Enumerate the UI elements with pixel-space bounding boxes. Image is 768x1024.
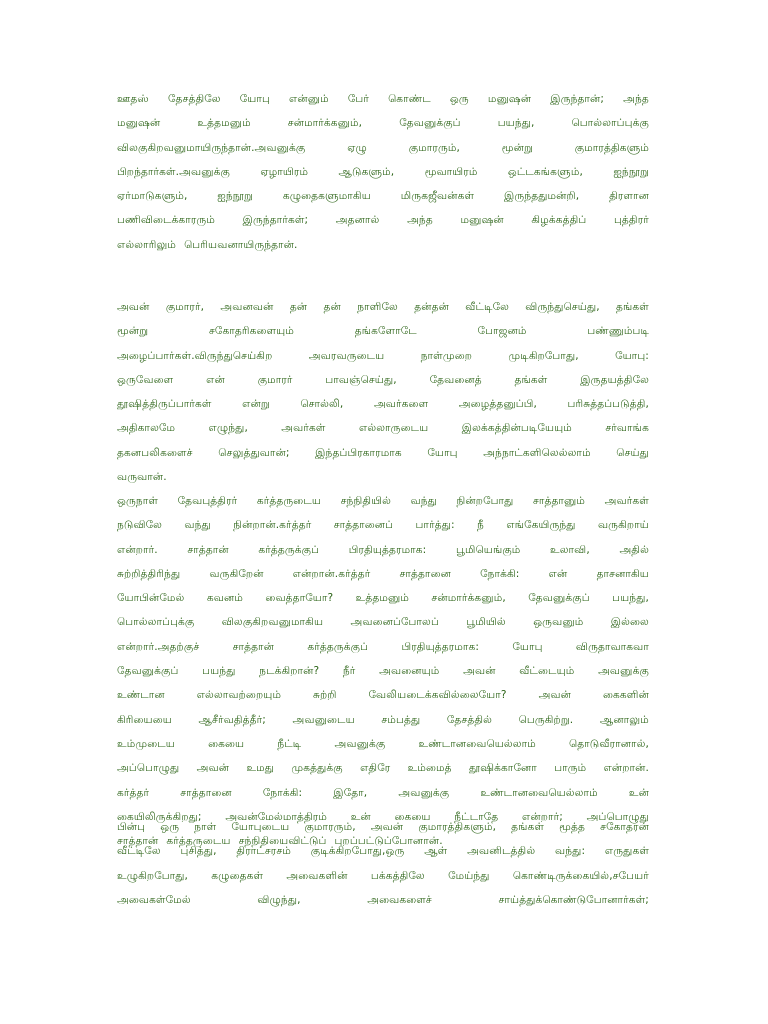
word: எல்லாவற்றையும் [196, 689, 282, 702]
word: தாசனாகிய [596, 567, 649, 580]
word: வீட்டையும் [519, 665, 575, 678]
word: சகோதரிகளையும் [208, 325, 294, 338]
word: உம்முடைய [117, 737, 175, 750]
text-line [117, 392, 649, 416]
word: அவர்கள் [281, 422, 326, 435]
word: நீட்டி [277, 737, 302, 750]
word: அவன் [370, 821, 404, 833]
word: சர்வாங்க [605, 422, 649, 435]
word: புத்திரர் [613, 214, 649, 227]
text-line [117, 708, 649, 732]
word: அவனையும் [379, 665, 440, 678]
word: அவன் [196, 762, 230, 775]
word: எதிரே [360, 762, 391, 775]
word: குமாரரும், [304, 821, 356, 833]
word: உன் [628, 786, 649, 799]
word: உண்டானவையெல்லாம் [480, 786, 598, 799]
word: தேவனுக்குப் [117, 665, 179, 678]
word: கையை [394, 810, 431, 823]
word: நடுவிலே [117, 519, 163, 532]
word: வைத்தாயோ? [265, 592, 334, 605]
word: எருதுகள் [604, 845, 649, 858]
word: பிரதியுத்தரமாக: [401, 640, 480, 653]
word: மிருகஜீவன்கள் [400, 190, 475, 203]
word: என் [206, 373, 225, 386]
text-line [117, 756, 649, 780]
word: வேலியடைக்கவில்லையோ? [368, 689, 507, 702]
word: பரிசுத்தப்படுத்தி, [567, 398, 649, 411]
word: நீ [477, 519, 484, 532]
word: அவர்கள் [604, 495, 649, 507]
word: சாத்தான் [117, 835, 159, 848]
word: ஊதஸ் [117, 93, 149, 105]
text-line [117, 465, 649, 489]
word: தன்தன் [414, 301, 449, 313]
word: சந்நிதியைவிட்டுப் [238, 835, 327, 848]
word: ஒருவேளை [117, 373, 174, 386]
text-line [117, 562, 649, 586]
word: தொடுவீரானால், [569, 737, 649, 750]
word: குமாரத்திகளும் [574, 141, 649, 154]
word: அவன் [117, 301, 150, 313]
word: அப்பொழுது [117, 762, 180, 775]
text-line [117, 184, 649, 208]
word: சகோதரன் [600, 821, 649, 833]
word: தங்களோடே [354, 325, 417, 338]
word: விருந்துசெய்து, [525, 301, 600, 313]
word: சம்பத்து [381, 713, 421, 726]
word: பொல்லாப்புக்கு [117, 616, 195, 629]
word: யோபு [239, 93, 270, 105]
word: அவன் [538, 689, 572, 702]
word: ஒரு [449, 93, 469, 105]
word: பயந்து [202, 665, 236, 678]
word: நோக்கி: [262, 786, 303, 799]
word: சுற்றித்திரிந்து [117, 567, 181, 580]
word: போஜனம் [477, 325, 527, 338]
word: கொண்ட [388, 93, 431, 105]
word: யோபு [512, 640, 543, 653]
text-line [117, 111, 649, 135]
word: ஏர்மாடுகளும், [117, 190, 188, 203]
word: மூன்று [501, 141, 533, 154]
word: உத்தமனும் [355, 592, 409, 605]
word: கையை [208, 737, 245, 750]
word: உழுகிறபோது, [117, 869, 189, 882]
word: யோபு: [615, 349, 649, 362]
word: ஏழு [347, 141, 367, 154]
word: யோபுடைய [231, 821, 290, 833]
word: நாள்முறை [420, 349, 473, 362]
word: நீர் [342, 665, 356, 678]
word: கர்த்தர் [117, 786, 150, 799]
word: அவர்களை [373, 398, 429, 411]
word: தன் [323, 301, 341, 313]
text-line [117, 87, 649, 111]
word: பிரதியுத்தரமாக: [348, 543, 427, 556]
word: தேவனுக்குப் [399, 117, 461, 130]
word: இலக்கத்தின்படியேயும் [461, 422, 572, 435]
word: பின்பு [117, 821, 146, 833]
text-line [117, 233, 649, 257]
word: இல்லை [610, 616, 649, 629]
word: ஒருநாள் [117, 495, 158, 507]
word: அவன் [463, 665, 496, 678]
word: அவன்மேல்மாத்திரம் [225, 810, 327, 823]
word: அவனைப்போலப் [350, 616, 439, 629]
word: கைகளின் [603, 689, 649, 702]
word: பண்ணும்படி [587, 325, 649, 338]
text-line [117, 319, 649, 343]
word: நோக்கி: [480, 567, 520, 580]
text-line [117, 586, 649, 610]
word: ஒட்டகங்களும், [507, 165, 583, 178]
word: ஒருவனும் [533, 616, 584, 629]
word: குமாரத்திகளும், [418, 821, 497, 833]
word: உன் [350, 810, 371, 823]
text-line [117, 295, 649, 319]
word: அந்த [407, 214, 433, 227]
word: பயந்து, [612, 592, 649, 605]
word: பூமியெங்கும் [455, 543, 521, 556]
word: யோபின்மேல் [117, 592, 185, 605]
word: ஒரு [160, 821, 180, 833]
word: மேய்ந்து [448, 869, 490, 882]
word: நீட்டாதே [454, 810, 499, 823]
word: வீட்டிலே [117, 845, 161, 858]
word: ஆசீர்வதித்தீர்; [198, 713, 266, 726]
word: ஐந்நூறு [613, 165, 649, 178]
text-line [117, 732, 649, 756]
word: உம்மைத் [407, 762, 452, 775]
word: உலாவி, [550, 543, 590, 556]
text-line [117, 888, 649, 912]
word: அவரவருடைய [308, 349, 385, 362]
text-line [117, 136, 649, 160]
word: சாத்தானை [180, 786, 232, 799]
word: உத்தமனும் [197, 117, 251, 130]
word: சாத்தான் [187, 543, 229, 556]
word: சுற்றி [313, 689, 337, 702]
word: அழைத்தனுப்பி, [458, 398, 537, 411]
word: பாரும் [554, 762, 587, 775]
word: என்றான். [603, 762, 649, 775]
word: பெரியவனாயிருந்தான். [184, 238, 298, 251]
word: வருவான். [117, 471, 167, 484]
word: கர்த்தருடைய [166, 835, 231, 848]
word: கிரியையை [117, 713, 172, 726]
word: நாளிலே [357, 301, 398, 313]
paragraph-2 [117, 295, 649, 489]
paragraph-4 [117, 815, 649, 912]
word: நாள் [194, 821, 217, 833]
word: குமாரரும், [408, 141, 460, 154]
word: கவனம் [206, 592, 243, 605]
word: உண்டான [117, 689, 165, 702]
word: பயந்து, [497, 117, 535, 130]
word: தூஷிக்கானோ [468, 762, 537, 775]
word: அவனிடத்தில் [467, 845, 536, 858]
word: தன் [289, 301, 308, 313]
word: அவனுடைய [292, 713, 355, 726]
word: கையிலிருக்கிறது; [117, 810, 202, 823]
word: தகனபலிகளைச் [117, 446, 193, 459]
word: யோபு [427, 446, 458, 459]
word: சொல்லி, [300, 398, 344, 411]
text-line [117, 683, 649, 707]
word: ஐந்நூறு [217, 190, 253, 203]
word: இருதயத்திலே [580, 373, 649, 386]
word: இதோ, [333, 786, 368, 799]
word: விலகுகிறவனுமாயிருந்தான்.அவனுக்கு [117, 141, 306, 154]
word: குமாரர், [165, 301, 205, 313]
word: அதில் [619, 543, 649, 556]
word: கர்த்தருக்குப் [258, 543, 320, 556]
word: கர்த்தருடைய [256, 495, 322, 507]
word: மனுஷன் [117, 117, 161, 130]
word: தங்கள் [511, 821, 545, 833]
word: தேவனைத் [429, 373, 482, 386]
word: புறப்பட்டுப்போனான். [334, 835, 443, 848]
word: ஆடுகளும், [338, 165, 395, 178]
word: வருகிறேன் [209, 567, 264, 580]
text-line [117, 659, 649, 683]
word: குடிக்கிறபோது,ஒரு [310, 845, 405, 858]
word: கொண்டிருக்கையில்,சபேயர் [512, 869, 649, 882]
word: தேவபுத்திரர் [177, 495, 238, 507]
word: என்றார்; [522, 810, 563, 823]
text-line [117, 368, 649, 392]
word: அவைகள்மேல் [117, 893, 191, 906]
word: இருந்தார்கள்; [242, 214, 309, 227]
word: வந்து [410, 495, 437, 507]
word: தூஷித்திருப்பார்கள் [117, 398, 212, 411]
text-line [117, 489, 649, 513]
word: மனுஷன் [460, 214, 504, 227]
word: தேசத்தில் [446, 713, 493, 726]
word: வருகிறாய் [597, 519, 649, 532]
word: முகத்துக்கு [291, 762, 343, 775]
word: பாவஞ்செய்து, [325, 373, 397, 386]
word: சாய்த்துக்கொண்டுபோனார்கள்; [498, 893, 649, 906]
word: மூத்த [559, 821, 586, 833]
word: இருந்தான்; [550, 93, 605, 105]
text-line [117, 781, 649, 805]
word: அந்த [623, 93, 649, 105]
word: என்று [242, 398, 270, 411]
word: உமது [246, 762, 275, 775]
text-line [117, 441, 649, 465]
word: அப்பொழுது [586, 810, 649, 823]
word: தேசத்திலே [167, 93, 221, 105]
text-line [117, 635, 649, 659]
word: குமாரர் [257, 373, 293, 386]
word: இந்தப்பிரகாரமாக [315, 446, 402, 459]
word: சன்மார்க்கனும், [431, 592, 506, 605]
word: என்னும் [289, 93, 329, 105]
word: எல்லாரிலும் [117, 238, 177, 251]
word: மூவாயிரம் [424, 165, 478, 178]
paragraph-1 [117, 87, 649, 257]
word: என்றார். [117, 543, 158, 556]
word: தேவனுக்குப் [528, 592, 590, 605]
word: ஆனாலும் [599, 713, 649, 726]
text-line [117, 344, 649, 368]
paragraph-3 [117, 489, 649, 853]
word: பணிவிடைக்காரரும் [117, 214, 215, 227]
word: அவனுக்கு [598, 665, 649, 678]
word: நின்றான்.கர்த்தர் [233, 519, 312, 532]
word: அவனவன் [220, 301, 274, 313]
text-line [117, 610, 649, 634]
word: ஆள் [424, 845, 448, 858]
word: உண்டானவையெல்லாம் [418, 737, 536, 750]
text-line [117, 538, 649, 562]
word: கழுதைகளுமாகிய [282, 190, 371, 203]
word: திராட்சரசம் [236, 845, 291, 858]
text-line [117, 513, 649, 537]
word: அதனால் [335, 214, 380, 227]
text-line [117, 839, 649, 863]
word: அவைகளைச் [367, 893, 432, 906]
word: மூன்று [117, 325, 149, 338]
word: சாத்தானைப் [333, 519, 394, 532]
word: சாத்தானை [399, 567, 451, 580]
word: பிறந்தார்கள்.அவனுக்கு [117, 165, 230, 178]
word: நடக்கிறான்? [259, 665, 320, 678]
word: பூமியில் [466, 616, 506, 629]
word: பார்த்து: [415, 519, 455, 532]
word: செலுத்துவான்; [218, 446, 290, 459]
word: அவனுக்கு [398, 786, 450, 799]
word: ஏழாயிரம் [260, 165, 309, 178]
word: திரளான [609, 190, 649, 203]
text-line [117, 864, 649, 888]
word: செய்து [616, 446, 649, 459]
word: என் [548, 567, 568, 580]
word: தங்கள் [616, 301, 649, 313]
word: கழுதைகள் [211, 869, 264, 882]
text-line [117, 815, 649, 839]
word: அழைப்பார்கள்.விருந்துசெய்கிற [117, 349, 273, 362]
word: சந்நிதியில் [340, 495, 391, 507]
word: பெருகிற்று. [518, 713, 574, 726]
word: எல்லாருடைய [358, 422, 429, 435]
word: சாத்தானும் [533, 495, 586, 507]
word: விலகுகிறவனுமாகிய [221, 616, 324, 629]
word: தங்கள் [514, 373, 548, 386]
word: சன்மார்க்கனும், [287, 117, 363, 130]
word: எழுந்து, [208, 422, 248, 435]
word: வந்து: [555, 845, 586, 858]
word: வந்து [184, 519, 211, 532]
word: அந்நாட்களிலெல்லாம் [483, 446, 591, 459]
text-line [117, 416, 649, 440]
word: கிழக்கத்திப் [531, 214, 587, 227]
word: புசித்து, [180, 845, 217, 858]
word: நின்றபோது [456, 495, 514, 507]
word: அவனுக்கு [334, 737, 386, 750]
word: பொல்லாப்புக்கு [571, 117, 649, 130]
word: இருந்ததுமன்றி, [504, 190, 580, 203]
word: அவைகளின் [286, 869, 348, 882]
word: அதிகாலமே [117, 422, 176, 435]
word: கர்த்தருக்குப் [307, 640, 369, 653]
text-line [117, 208, 649, 232]
text-line [117, 160, 649, 184]
word: என்றார்.அதற்குச் [117, 640, 200, 653]
word: வீட்டிலே [465, 301, 509, 313]
word: பேர் [347, 93, 369, 105]
word: பக்கத்திலே [370, 869, 425, 882]
word: விழுந்து, [257, 893, 301, 906]
word: சாத்தான் [232, 640, 275, 653]
word: முடிகிறபோது, [508, 349, 579, 362]
word: என்றான்.கர்த்தர் [292, 567, 371, 580]
word: மனுஷன் [487, 93, 532, 105]
word: எங்கேயிருந்து [506, 519, 576, 532]
word: விருதாவாகவா [575, 640, 649, 653]
